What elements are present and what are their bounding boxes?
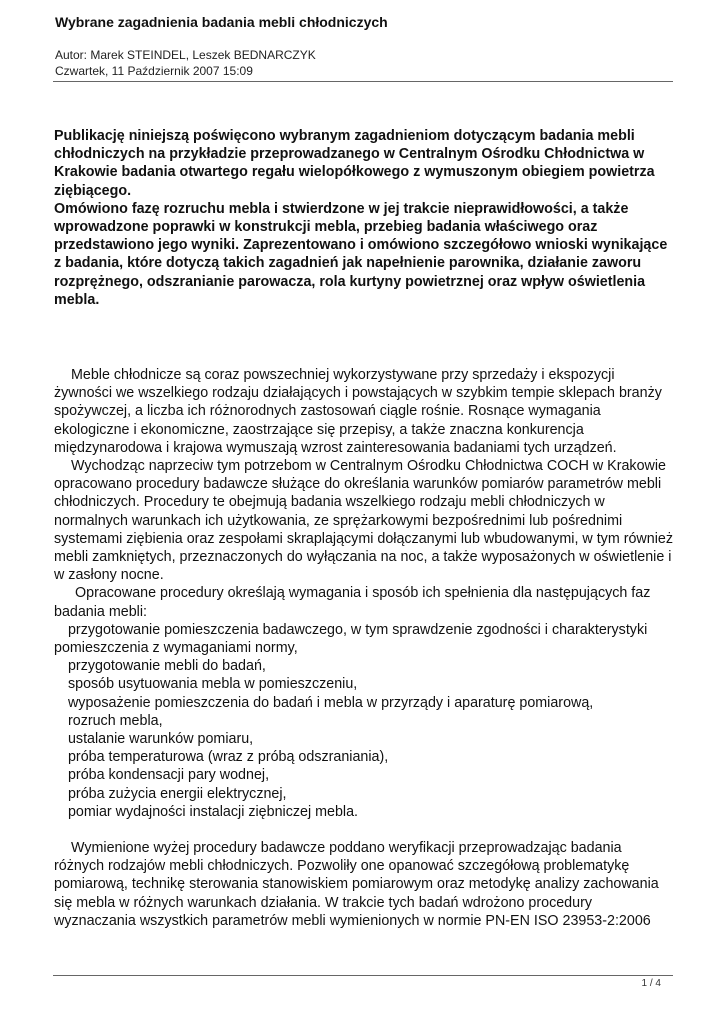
date-line: Czwartek, 11 Październik 2007 15:09 bbox=[55, 64, 253, 78]
list-item: wyposażenie pomieszczenia do badań i mebla w przyrządy i aparaturę pomiarową, bbox=[67, 694, 594, 711]
header-divider bbox=[53, 81, 673, 82]
article-meta bbox=[55, 47, 316, 79]
article-title: Wybrane zagadnienia badania mebli chłodniczych bbox=[55, 14, 388, 30]
list-item: pomiar wydajności instalacji ziębniczej mebla. bbox=[67, 803, 359, 820]
body-paragraph: Meble chłodnicze są coraz powszechniej wykorzystywane przy sprzedaży i ekspozycji żywności we wszelkiego rodzaju działających i powstających w szybkim tempie sklepach branży spożywczej, a liczba ich różnorodnych zastosowań ciągle rośnie. Rosnące wymagania ekologiczne i ekonomiczne, zaostrzające się przepisy, a także znaczna konkurencja międzynarodowa i krajowa wymuszają wzrost zainteresowania badaniami tych urządzeń. bbox=[54, 367, 662, 456]
list-item: próba temperaturowa (wraz z próbą odszraniania), bbox=[67, 749, 389, 766]
article-body bbox=[54, 366, 674, 930]
body-paragraph: Wymienione wyżej procedury badawcze poddano weryfikacji przeprowadzając badania różnych rodzajów mebli chłodniczych. Pozwoliły one opanować szczegółową problematykę pomiarową, technikę sterowania stanowiskiem pomiarowym oraz metodykę analizy zachowania się mebla w różnych warunkach działania. W trakcie tych badań wdrożono procedury wyznaczania wszystkich parametrów mebli wymienionych w normie PN-EN ISO 23953-2:2006 bbox=[54, 840, 659, 929]
phase-list bbox=[54, 621, 674, 821]
list-item: sposób usytuowania mebla w pomieszczeniu, bbox=[67, 676, 358, 693]
list-item: przygotowanie mebli do badań, bbox=[67, 658, 266, 675]
author-line: Autor: Marek STEINDEL, Leszek BEDNARCZYK bbox=[55, 48, 316, 62]
footer-divider bbox=[53, 975, 673, 976]
body-paragraph: Opracowane procedury określają wymagania i sposób ich spełnienia dla następujących faz badania mebli: bbox=[54, 585, 651, 620]
body-paragraph: Wychodząc naprzeciw tym potrzebom w Centralnym Ośrodku Chłodnictwa COCH w Krakowie opracowano procedury badawcze służące do określania warunków pomiarów parametrów mebli chłodniczych. Procedury te obejmują badania wszelkiego rodzaju mebli chłodniczych w normalnych warunkach ich użytkowania, ze sprężarkowymi bezpośrednimi lub pośrednimi systemami ziębienia oraz zespołami skraplającymi dołączanymi lub wbudowanymi, w tym również mebli zamkniętych, przeznaczonych do wyłączania na noc, a także wyposażonych w oświetlenie i w zasłony nocne. bbox=[54, 458, 673, 584]
list-item: rozruch mebla, bbox=[67, 712, 163, 729]
list-item: ustalanie warunków pomiaru, bbox=[67, 731, 254, 748]
list-item: próba kondensacji pary wodnej, bbox=[67, 767, 270, 784]
page-number: 1 / 4 bbox=[641, 978, 661, 989]
article-lead bbox=[54, 127, 670, 309]
list-item: przygotowanie pomieszczenia badawczego, w tym sprawdzenie zgodności i charakterystyki pomieszczenia z wymaganiami normy, bbox=[54, 621, 648, 657]
lead-paragraph: Publikację niniejszą poświęcono wybranym zagadnieniom dotyczącym badania mebli chłodniczych na przykładzie przeprowadzanego w Centralnym Ośrodku Chłodnictwa w Krakowie badania otwartego regału wielopółkowego z wymuszonym obiegiem powietrza ziębiącego. bbox=[54, 128, 655, 199]
list-item: próba zużycia energii elektrycznej, bbox=[67, 785, 287, 802]
lead-paragraph: Omówiono fazę rozruchu mebla i stwierdzone w jej trakcie nieprawidłowości, a także wprowadzone poprawki w konstrukcji mebla, przebieg badania właściwego oraz przedstawiono jego wyniki. Zaprezentowano i omówiono szczegółowo wnioski wynikające z badania, które dotyczą takich zagadnień jak napełnienie parownika, działanie zaworu rozprężnego, odszranianie parowacza, rola kurtyny powietrznej oraz wpływ oświetlenia mebla. bbox=[54, 200, 668, 308]
